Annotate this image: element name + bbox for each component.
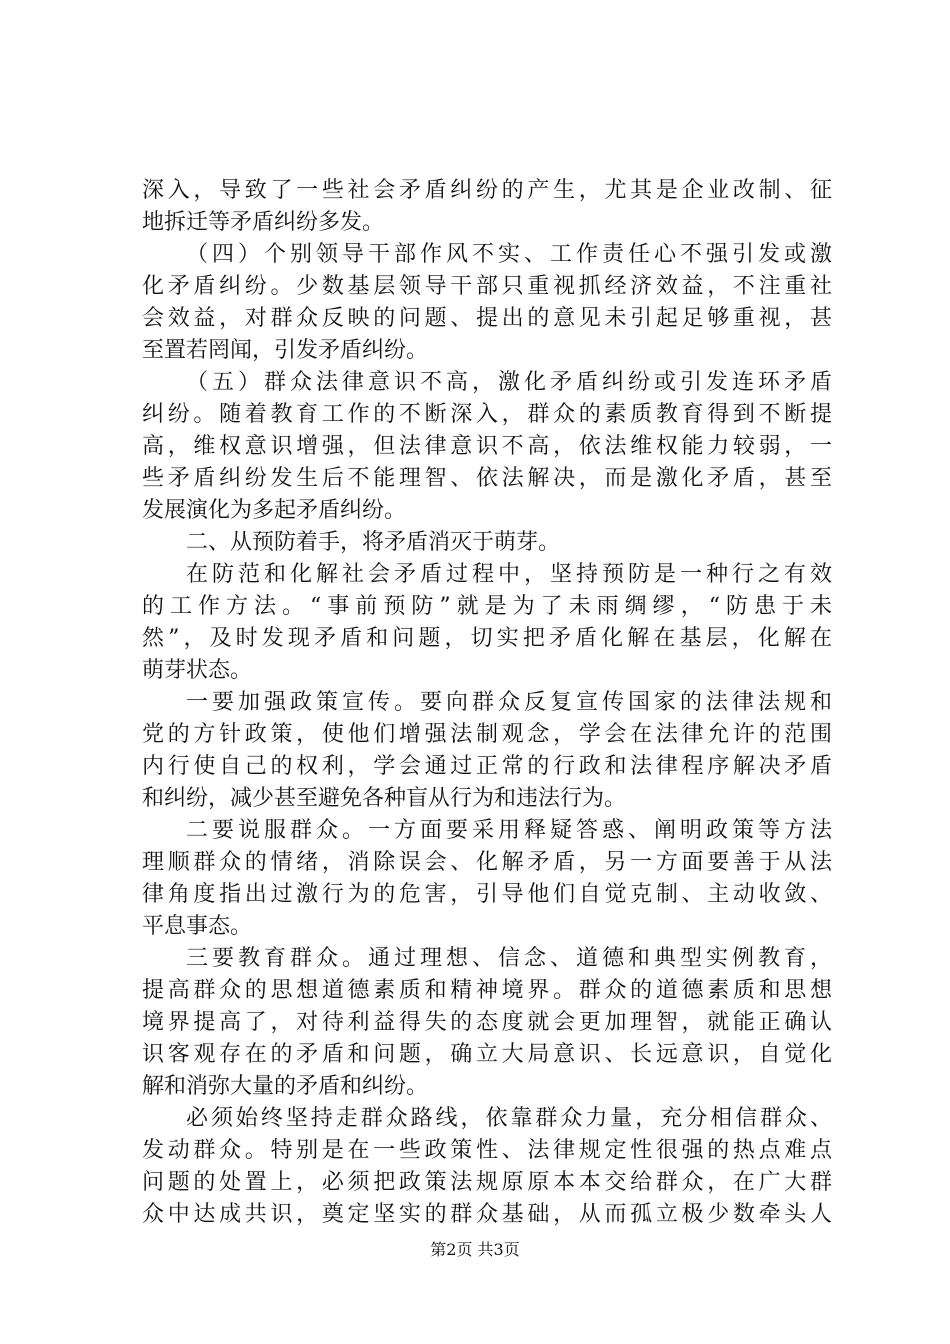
text-line: 一要加强政策宣传。要向群众反复宣传国家的法律法规和 [186,690,832,715]
text-line: 在防范和化解社会矛盾过程中，坚持预防是一种行之有效 [186,562,832,587]
text-line: 萌芽状态。 [142,658,253,683]
text-line: 然”，及时发现矛盾和问题，切实把矛盾化解在基层，化解在 [142,626,832,651]
text-line: 问题的处置上，必须把政策法规原原本本交给群众，在广大群 [142,1170,832,1195]
text-line: 众中达成共识，奠定坚实的群众基础，从而孤立极少数牵头人 [142,1202,832,1227]
text-line: 纠纷。随着教育工作的不断深入，群众的素质教育得到不断提 [142,402,832,427]
page-number-footer: 第2页 共3页 [430,1240,520,1259]
text-line: 的工作方法。“事前预防”就是为了未雨绸缪，“防患于未 [142,594,832,619]
text-line: 二要说服群众。一方面要采用释疑答惑、阐明政策等方法 [186,818,832,843]
text-line: 党的方针政策，使他们增强法制观念，学会在法律允许的范围 [142,722,832,747]
text-line: 高，维权意识增强，但法律意识不高，依法维权能力较弱，一 [142,434,832,459]
text-line: 地拆迁等矛盾纠纷多发。 [142,210,385,235]
document-body [142,175,832,1231]
text-line: （五）群众法律意识不高，激化矛盾纠纷或引发连环矛盾 [186,370,832,395]
text-line: 和纠纷，减少甚至避免各种盲从行为和违法行为。 [142,786,627,811]
text-line: 发动群众。特别是在一些政策性、法律规定性很强的热点难点 [142,1138,832,1163]
text-line: 解和消弥大量的矛盾和纠纷。 [142,1074,429,1099]
text-line: 律角度指出过激行为的危害，引导他们自觉克制、主动收敛、 [142,882,832,907]
section-heading: 二、从预防着手，将矛盾消灭于萌芽。 [186,530,561,555]
text-line: 发展演化为多起矛盾纠纷。 [142,498,407,523]
text-line: 些矛盾纠纷发生后不能理智、依法解决，而是激化矛盾，甚至 [142,466,832,491]
text-line: 平息事态。 [142,914,253,939]
text-line: 提高群众的思想道德素质和精神境界。群众的道德素质和思想 [142,978,832,1003]
text-line: 内行使自己的权利，学会通过正常的行政和法律程序解决矛盾 [142,754,832,779]
text-line: 至置若罔闻，引发矛盾纠纷。 [142,338,429,363]
text-line: 理顺群众的情绪，消除误会、化解矛盾，另一方面要善于从法 [142,850,832,875]
text-line: 必须始终坚持走群众路线，依靠群众力量，充分相信群众、 [186,1106,832,1131]
text-line: 会效益，对群众反映的问题、提出的意见未引起足够重视，甚 [142,306,832,331]
text-line: 深入，导致了一些社会矛盾纠纷的产生，尤其是企业改制、征 [142,178,832,203]
text-line: 识客观存在的矛盾和问题，确立大局意识、长远意识，自觉化 [142,1042,832,1067]
text-line: 三要教育群众。通过理想、信念、道德和典型实例教育， [186,946,832,971]
text-line: 化矛盾纠纷。少数基层领导干部只重视抓经济效益，不注重社 [142,274,832,299]
text-line: （四）个别领导干部作风不实、工作责任心不强引发或激 [186,242,832,267]
text-line: 境界提高了，对待利益得失的态度就会更加理智，就能正确认 [142,1010,832,1035]
